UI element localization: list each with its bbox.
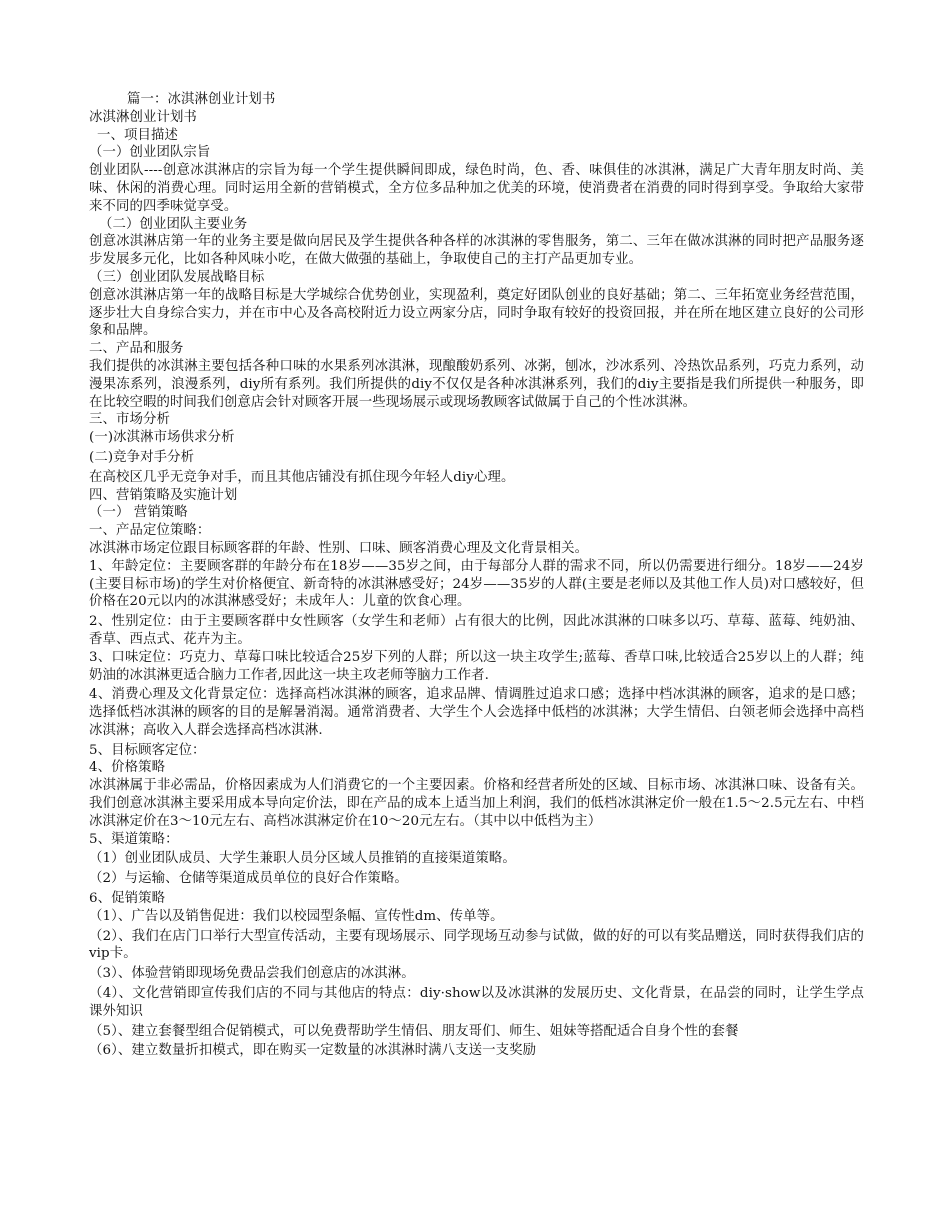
paragraph: 创业团队----创意冰淇淋店的宗旨为每一个学生提供瞬间即成，绿色时尚，色、香、味俱佳的冰淇淋，满足广大青年朋友时尚、美味、休闲的消费心理。同时运用全新的营销模式，全方位多品种加之优美的环境，使消费者在消费的同时得到享受。争取给大家带来不同的四季味觉享受。 [89,163,864,214]
paragraph: （5）、建立套餐型组合促销模式，可以免费帮助学生情侣、朋友哥们、师生、姐妹等搭配适合自身个性的套餐 [89,1023,739,1039]
paragraph: （1）创业团队成员、大学生兼职人员分区域人员推销的直接渠道策略。 [89,851,516,867]
paragraph: 2、性别定位：由于主要顾客群中女性顾客（女学生和老师）占有很大的比例，因此冰淇淋的口味多以巧、草莓、蓝莓、纯奶油、香草、西点式、花卉为主。 [89,614,864,647]
paragraph: 我们提供的冰淇淋主要包括各种口味的水果系列冰淇淋，现酿酸奶系列、冰粥，刨冰，沙冰系列、冷热饮品系列，巧克力系列，动漫果冻系列，浪漫系列，diy所有系列。我们所提供的diy不仅仅是各种冰淇淋系列，我们的diy主要指是我们所提供一种服务，即在比较空暇的时间我们创意店会针对顾客开展一些现场展示或现场教顾客试做属于自己的个性冰淇淋。 [89,358,864,410]
paragraph: （6）、建立数量折扣模式，即在购买一定数量的冰淇淋时满八支送一支奖励 [89,1043,537,1059]
paragraph: 冰淇淋属于非必需品，价格因素成为人们消费它的一个主要因素。价格和经营者所处的区域、目标市场、冰淇淋口味、设备有关。我们创意冰淇淋主要采用成本导向定价法，即在产品的成本上适当加上利润，我们的低档冰淇淋定价一般在1.5～2.5元左右、中档冰淇淋定价在3～10元左右、高档冰淇淋定价在10～20元左右。（其中以中低档为主） [89,778,864,829]
paragraph: 冰淇淋市场定位跟目标顾客群的年龄、性别、口味、顾客消费心理及文化背景相关。 [89,540,589,556]
section-heading: 四、营销策略及实施计划 [89,487,238,503]
document-title: 篇一：冰淇淋创业计划书 [127,92,276,107]
section-heading: 一、项目描述 [97,127,178,143]
subsection-heading: 一、产品定位策略： [89,523,211,539]
section-heading: 二、产品和服务 [89,341,184,357]
section-heading: 三、市场分析 [89,412,170,428]
paragraph: （1）、广告以及销售促进：我们以校园型条幅、宣传性dm、传单等。 [89,908,504,924]
subsection-heading: 4、价格策略 [89,760,166,776]
paragraph: 3、口味定位：巧克力、草莓口味比较适合25岁下列的人群；所以这一块主攻学生;蓝莓、香草口味,比较适合25岁以上的人群；纯奶油的冰淇淋更适合脑力工作者,因此这一块主攻老师等脑力工作者. [89,649,864,683]
paragraph: （2）、我们在店门口举行大型宣传活动，主要有现场展示、同学现场互动参与试做，做的好的可以有奖品赠送，同时获得我们店的vip卡。 [89,928,864,962]
paragraph: （3）、体验营销即现场免费品尝我们创意店的冰淇淋。 [89,966,415,982]
paragraph: （2）与运输、仓储等渠道成员单位的良好合作策略。 [89,871,408,887]
subsection-heading: （一） 营销策略 [89,505,188,521]
paragraph: 创意冰淇淋店第一年的战略目标是大学城综合优势创业，实现盈利，奠定好团队创业的良好基础；第二、三年拓宽业务经营范围，逐步壮大自身综合实力，并在市中心及各高校附近力设立两家分店，同时争取有较好的投资回报，并在所在地区建立良好的公司形象和品牌。 [89,287,864,339]
subsection-heading: 5、渠道策略： [89,831,179,847]
document-body [89,91,864,1060]
subsection-heading: （一）创业团队宗旨 [89,145,211,161]
paragraph: 在高校区几乎无竞争对手，而且其他店铺没有抓住现今年轻人diy心理。 [89,469,515,485]
paragraph: 创意冰淇淋店第一年的业务主要是做向居民及学生提供各种各样的冰淇淋的零售服务，第二、三年在做冰淇淋的同时把产品服务逐步发展多元化，比如各种风味小吃，在做大做强的基础上，争取使自己的主打产品更加专业。 [89,234,864,268]
paragraph: 5、目标顾客定位： [89,742,206,758]
subsection-heading: （二）创业团队主要业务 [99,216,248,232]
paragraph: 1、年龄定位：主要顾客群的年龄分布在18岁——35岁之间，由于每部分人群的需求不同，所以仍需要进行细分。18岁——24岁(主要目标市场)的学生对价格便宜、新奇特的冰淇淋感受好；24岁——35岁的人群(主要是老师以及其他工作人员)对口感较好，但价格在20元以内的冰淇淋感受好；未成年人：儿童的饮食心理。 [89,558,864,610]
subsection-heading: （三）创业团队发展战略目标 [89,269,265,285]
subsection-heading: 6、促销策略 [89,891,166,907]
paragraph: 4、消费心理及文化背景定位：选择高档冰淇淋的顾客，追求品牌、情调胜过追求口感；选择中档冰淇淋的顾客，追求的是口感；选择低档冰淇淋的顾客的目的是解暑消渴。通常消费者、大学生个人会选择中低档的冰淇淋；大学生情侣、白领老师会选择中高档冰淇淋；高收入人群会选择高档冰淇淋. [89,687,864,738]
subsection-heading: (一)冰淇淋市场供求分析 [89,430,235,446]
subsection-heading: (二)竞争对手分析 [89,449,195,465]
paragraph: （4）、文化营销即宣传我们店的不同与其他店的特点：diy·show以及冰淇淋的发展历史、文化背景，在品尝的同时，让学生学点课外知识 [89,986,864,1019]
plan-title: 冰淇淋创业计划书 [89,109,197,125]
